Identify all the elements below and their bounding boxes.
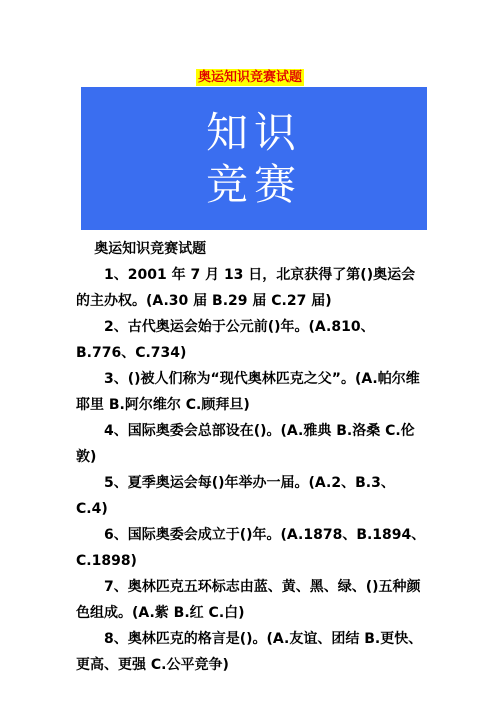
quiz-subtitle: 奥运知识竞赛试题 <box>94 241 207 257</box>
quiz-content <box>76 236 426 678</box>
document-title <box>0 66 500 86</box>
banner-line-2: 竞赛 <box>205 159 302 209</box>
quiz-question-2: 2、古代奥运会始于公元前()年。(A.810、B.776、C.734) <box>76 319 375 361</box>
quiz-question-5: 5、夏季奥运会每()年举办一届。(A.2、B.3、C.4) <box>76 475 395 517</box>
quiz-question-4: 4、国际奥委会总部设在()。(A.雅典 B.洛桑 C.伦敦) <box>76 423 415 465</box>
quiz-question-7: 7、奥林匹克五环标志由蓝、黄、黑、绿、()五种颜色组成。(A.紫 B.红 C.白) <box>76 579 421 621</box>
document-title-text: 奥运知识竞赛试题 <box>197 70 302 85</box>
quiz-question-6: 6、国际奥委会成立于()年。(A.1878、B.1894、C.1898) <box>76 527 426 569</box>
quiz-question-3: 3、()被人们称为“现代奥林匹克之父”。(A.帕尔维耶里 B.阿尔维尔 C.顾拜旦) <box>76 371 420 413</box>
quiz-question-1: 1、2001 年 7 月 13 日，北京获得了第()奥运会的主办权。(A.30 届 B.29 届 C.27 届) <box>76 267 416 309</box>
banner-line-1: 知识 <box>205 107 302 157</box>
quiz-question-8: 8、奥林匹克的格言是()。(A.友谊、团结 B.更快、更高、更强 C.公平竞争) <box>76 631 423 673</box>
knowledge-contest-banner <box>81 87 427 230</box>
